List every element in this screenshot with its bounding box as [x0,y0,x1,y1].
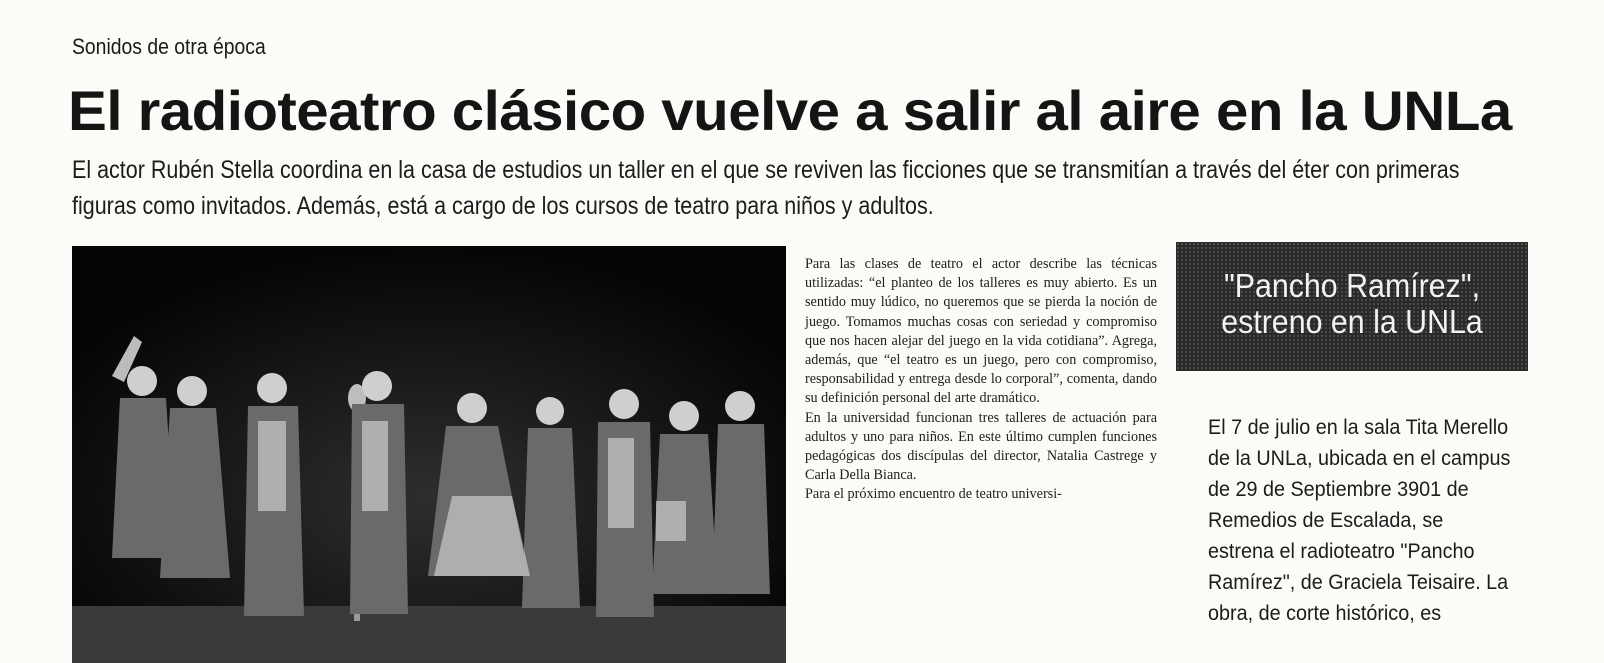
body-paragraph: Para las clases de teatro el actor describe las técnicas utilizadas: “el planteo de los talleres es muy abierto. Es un sentido muy lúdico, no queremos que se pierda la noción de juego. Tomamos muchas cosas con seriedad y compromiso que nos hacen alejar del juego en la vida cotidiana”. Agrega, además, que “el teatro es un juego, pero con compromiso, responsabilidad y entrega desde lo corporal”, comenta, dando su definición personal del arte dramático. [805,256,1157,407]
headline: El radioteatro clásico vuelve a salir al aire en la UNLa [68,79,1512,142]
body-paragraph: Para el próximo encuentro de teatro universi- [805,486,1062,503]
standfirst: El actor Rubén Stella coordina en la casa de estudios un taller en el que se reviven las ficciones que se transmitían a través del éter con primeras figuras como invitados. Además, está a cargo de los cursos de teatro para niños y adultos. [72,156,1460,220]
cast-photo-illustration [72,246,786,663]
sidebar-title-box [1176,242,1528,371]
sidebar-title: "Pancho Ramírez", estreno en la UNLa [1221,267,1483,340]
cast-photo [72,246,786,663]
body-paragraph: En la universidad funcionan tres talleres de actuación para adultos y uno para niños. En este último cumplen funciones pedagógicas dos discípulas del director, Natalia Castrege y Carla Della Bianca. [805,409,1157,484]
sidebar-text: El 7 de julio en la sala Tita Merello de la UNLa, ubicada en el campus de 29 de Septiembre 3901 de Remedios de Escalada, se estrena el radioteatro "Pancho Ramírez", de Graciela Teisaire. La obra, de corte histórico, es [1208,415,1511,625]
article-body [805,255,1157,505]
kicker: Sonidos de otra época [72,34,266,59]
